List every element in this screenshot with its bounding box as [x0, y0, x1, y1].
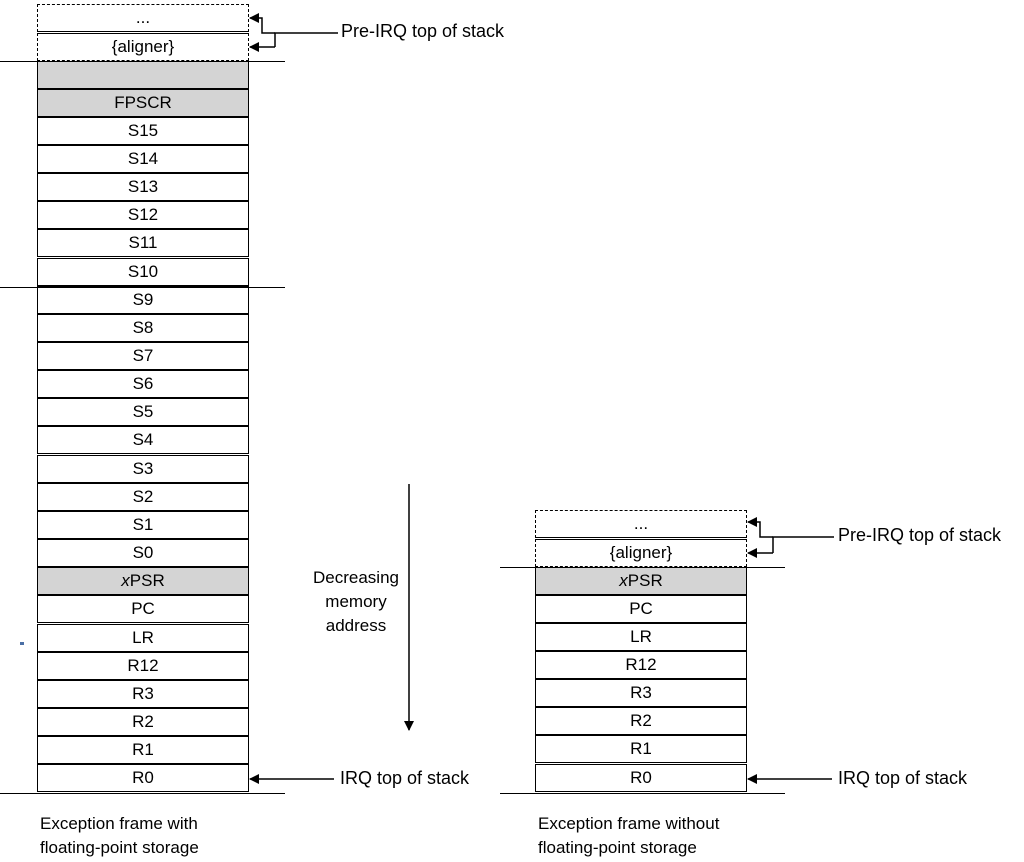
right-pre-irq-arrow: [748, 522, 834, 553]
left-stack-cell-s8: S8: [37, 314, 249, 342]
right-stack-cell-r12: R12: [535, 651, 747, 679]
right-stack-cell-r3: R3: [535, 679, 747, 707]
right-ellipsis-cell: ...: [535, 510, 747, 538]
right-stack-cell-pc: PC: [535, 595, 747, 623]
left-stack-cell-s6: S6: [37, 370, 249, 398]
right-stack-cell-lr: LR: [535, 623, 747, 651]
left-stack-cell-s9: S9: [37, 286, 249, 314]
right-stack-cell-r0: R0: [535, 764, 747, 792]
left-stack-cell-r3: R3: [37, 680, 249, 708]
right-caption-line-2: floating-point storage: [538, 838, 697, 857]
right-aligner-cell: {aligner}: [535, 539, 747, 567]
left-stack-cell-s2: S2: [37, 483, 249, 511]
left-irq-label: IRQ top of stack: [340, 768, 470, 788]
cell-label-rest: PSR: [129, 571, 165, 591]
left-caption-line-1: Exception frame with: [40, 814, 198, 833]
left-stack-cell-s4: S4: [37, 426, 249, 454]
right-irq-label: IRQ top of stack: [838, 768, 968, 788]
right-stack-cell-r2: R2: [535, 707, 747, 735]
left-stack-cell-s3: S3: [37, 455, 249, 483]
left-stack-cell-fpscr: FPSCR: [37, 89, 249, 117]
left-stack-cell-s13: S13: [37, 173, 249, 201]
left-stack-cell-s0: S0: [37, 539, 249, 567]
cell-label-italic-prefix: x: [121, 571, 130, 591]
left-stack-cell-s12: S12: [37, 201, 249, 229]
right-pre-irq-label: Pre-IRQ top of stack: [838, 525, 1002, 545]
left-stack-cell-s7: S7: [37, 342, 249, 370]
left-caption-line-2: floating-point storage: [40, 838, 199, 857]
left-stack-cell-r2: R2: [37, 708, 249, 736]
left-stack-cell-s1: S1: [37, 511, 249, 539]
left-stack-cell-s11: S11: [37, 229, 249, 257]
left-stack-cell-s15: S15: [37, 117, 249, 145]
direction-label-line-2: memory: [325, 592, 387, 611]
left-aligner-cell: {aligner}: [37, 33, 249, 61]
right-caption-line-1: Exception frame without: [538, 814, 720, 833]
left-stack-cell-s14: S14: [37, 145, 249, 173]
cell-label-italic-prefix: x: [619, 570, 628, 590]
left-pre-irq-arrow: [250, 18, 338, 47]
left-ellipsis-cell: ...: [37, 4, 249, 32]
cell-label-rest: PSR: [627, 570, 663, 590]
left-stack-cell-lr: LR: [37, 624, 249, 652]
left-stack-cell-pc: PC: [37, 595, 249, 623]
left-pre-irq-label: Pre-IRQ top of stack: [341, 21, 505, 41]
left-stack-cell-r12: R12: [37, 652, 249, 680]
left-stack-cell-r1: R1: [37, 736, 249, 764]
direction-label-line-1: Decreasing: [313, 568, 399, 587]
right-stack-cell-r1: R1: [535, 735, 747, 763]
direction-label-line-3: address: [325, 616, 387, 635]
left-stack-cell-s5: S5: [37, 398, 249, 426]
left-stack-cell-r0: R0: [37, 764, 249, 792]
left-stack-cell-s10: S10: [37, 258, 249, 286]
